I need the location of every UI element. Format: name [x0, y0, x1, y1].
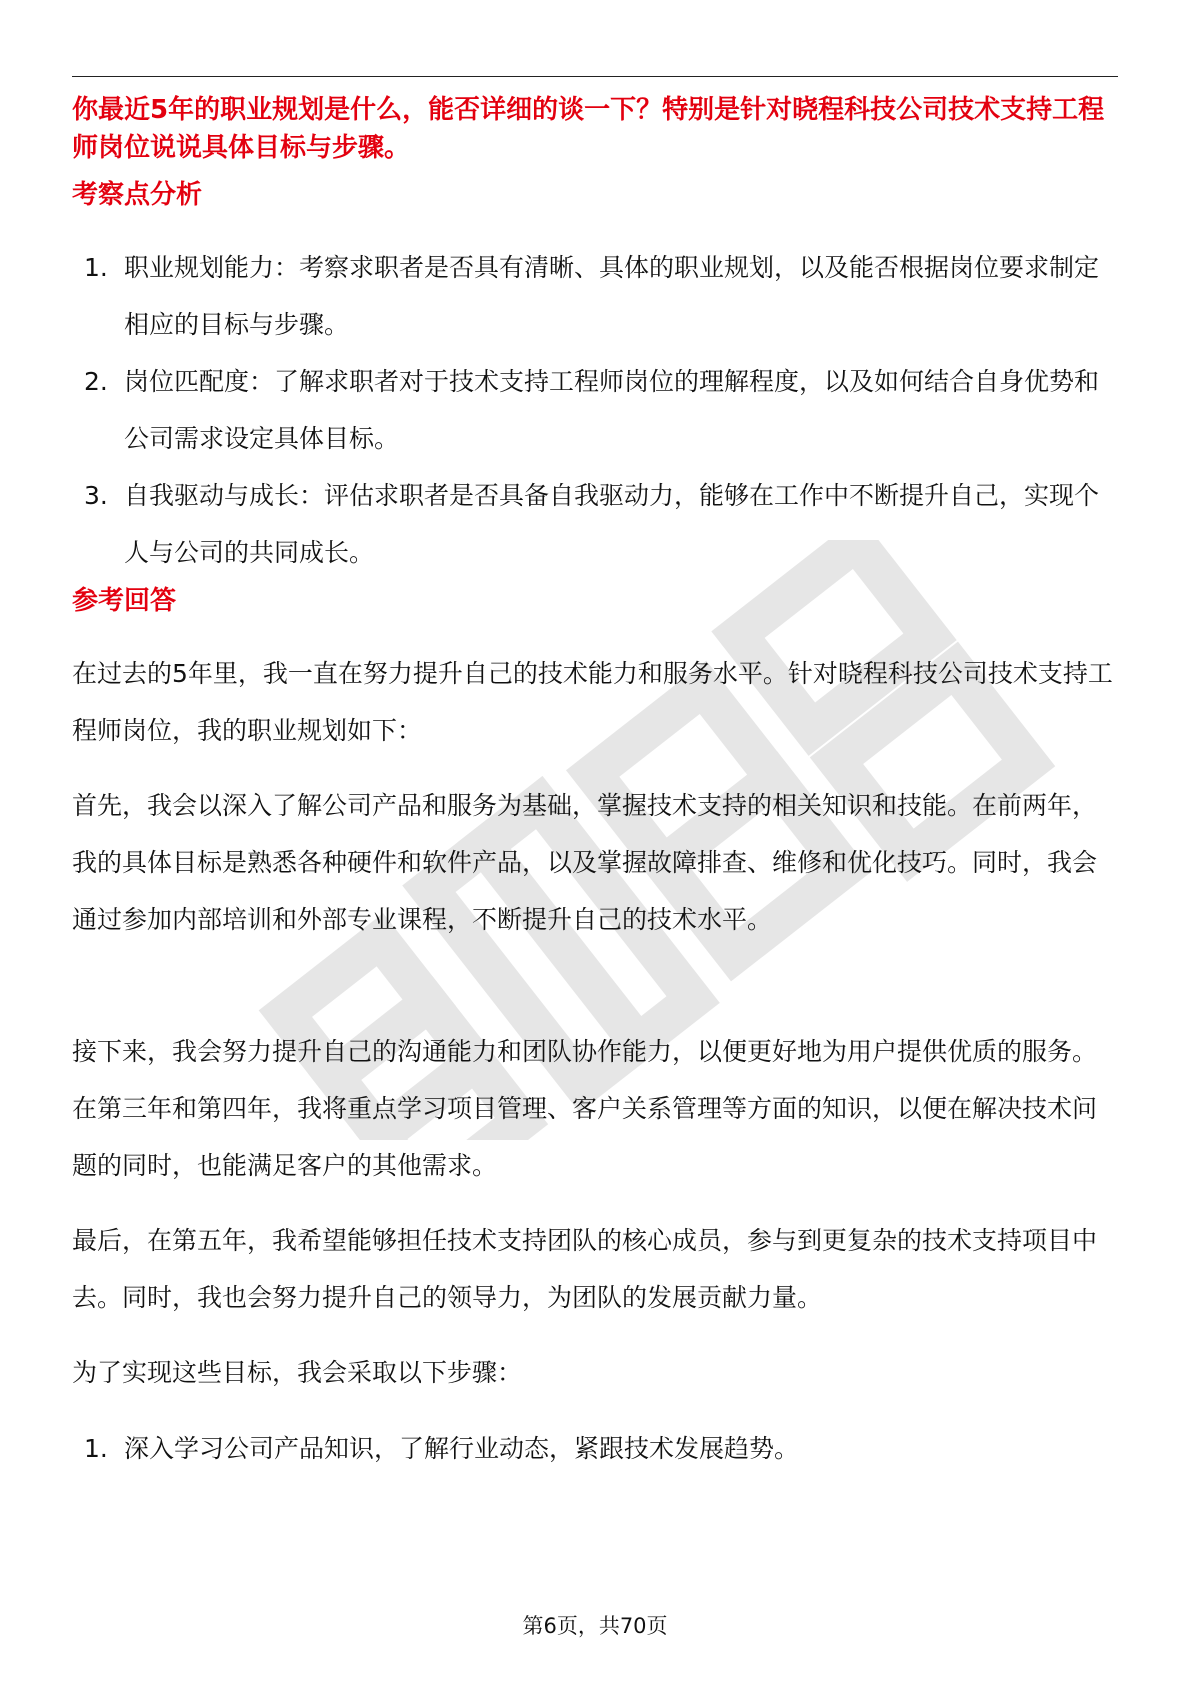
answer-heading: 参考回答 [72, 586, 177, 616]
top-divider [72, 76, 1118, 77]
answer-paragraph: 在过去的5年里，我一直在努力提升自己的技术能力和服务水平。针对晓程科技公司技术支持工程师岗位，我的职业规划如下： [72, 659, 1113, 745]
analysis-item [72, 467, 1118, 581]
steps-list [72, 1420, 1118, 1477]
analysis-heading: 考察点分析 [72, 180, 203, 210]
step-item-text: 深入学习公司产品知识，了解行业动态，紧跟技术发展趋势。 [124, 1434, 800, 1463]
analysis-item-text: 自我驱动与成长：评估求职者是否具备自我驱动力，能够在工作中不断提升自己，实现个人与公司的共同成长。 [124, 481, 1100, 567]
analysis-item-text: 岗位匹配度：了解求职者对于技术支持工程师岗位的理解程度，以及如何结合自身优势和公司需求设定具体目标。 [124, 367, 1100, 453]
question-title: 你最近5年的职业规划是什么，能否详细的谈一下？特别是针对晓程科技公司技术支持工程师岗位说说具体目标与步骤。 [72, 95, 1105, 163]
step-item [72, 1420, 1118, 1477]
list-number: 1. [84, 253, 108, 282]
answer-paragraph: 首先，我会以深入了解公司产品和服务为基础，掌握技术支持的相关知识和技能。在前两年，我的具体目标是熟悉各种硬件和软件产品，以及掌握故障排查、维修和优化技巧。同时，我会通过参加内部培训和外部专业课程，不断提升自己的技术水平。 [72, 791, 1098, 934]
answer-paragraph: 接下来，我会努力提升自己的沟通能力和团队协作能力，以便更好地为用户提供优质的服务。在第三年和第四年，我将重点学习项目管理、客户关系管理等方面的知识，以便在解决技术问题的同时，也能满足客户的其他需求。 [72, 1037, 1098, 1180]
page-footer: 第6页，共70页 [522, 1614, 668, 1638]
answer-paragraph: 为了实现这些目标，我会采取以下步骤： [72, 1358, 523, 1387]
list-number: 1. [84, 1434, 108, 1463]
analysis-item [72, 239, 1118, 353]
list-number: 2. [84, 367, 108, 396]
analysis-item-text: 职业规划能力：考察求职者是否具有清晰、具体的职业规划，以及能否根据岗位要求制定相应的目标与步骤。 [124, 253, 1100, 339]
answer-paragraph: 最后，在第五年，我希望能够担任技术支持团队的核心成员，参与到更复杂的技术支持项目中去。同时，我也会努力提升自己的领导力，为团队的发展贡献力量。 [72, 1226, 1098, 1312]
analysis-item [72, 353, 1118, 467]
list-number: 3. [84, 481, 108, 510]
analysis-list [72, 239, 1118, 581]
